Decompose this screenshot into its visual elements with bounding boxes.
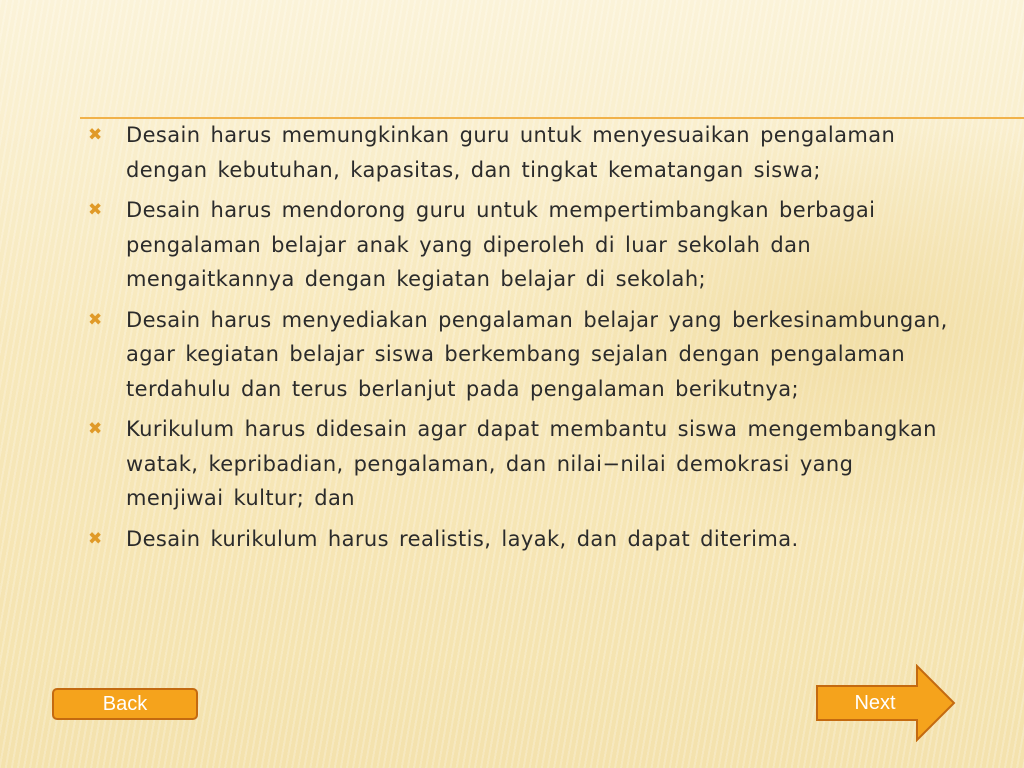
next-button[interactable] <box>815 664 957 742</box>
bullet-list <box>88 118 948 562</box>
bullet-text: Desain harus mendorong guru untuk mempertimbangkan berbagai pengalaman belajar anak yang diperoleh di luar sekolah dan mengaitkannya dengan kegiatan belajar di sekolah; <box>126 198 876 291</box>
list-item <box>88 193 948 297</box>
back-button[interactable] <box>52 688 198 720</box>
list-item <box>88 118 948 187</box>
list-item <box>88 303 948 407</box>
back-button-label: Back <box>102 692 148 715</box>
bullet-text: Desain harus memungkinkan guru untuk menyesuaikan pengalaman dengan kebutuhan, kapasitas, dan tingkat kematangan siswa; <box>126 123 896 182</box>
bullet-text: Desain harus menyediakan pengalaman belajar yang berkesinambungan, agar kegiatan belajar siswa berkembang sejalan dengan pengalaman terdahulu dan terus berlanjut pada pengalaman berikutnya; <box>126 307 948 401</box>
list-item <box>88 412 948 516</box>
bullet-text: Kurikulum harus didesain agar dapat membantu siswa mengembangkan watak, kepribadian, pengalaman, dan nilai−nilai demokrasi yang menjiwai kultur; dan <box>126 417 937 510</box>
x-mark-bullet-icon: ✖ <box>88 528 103 549</box>
bullet-text: Desain kurikulum harus realistis, layak, dan dapat diterima. <box>126 526 799 551</box>
x-mark-bullet-icon: ✖ <box>88 309 103 330</box>
list-item <box>88 522 948 557</box>
x-mark-bullet-icon: ✖ <box>88 125 103 145</box>
x-mark-bullet-icon: ✖ <box>88 419 103 439</box>
next-button-label: Next <box>854 691 896 714</box>
x-mark-bullet-icon: ✖ <box>88 200 103 220</box>
